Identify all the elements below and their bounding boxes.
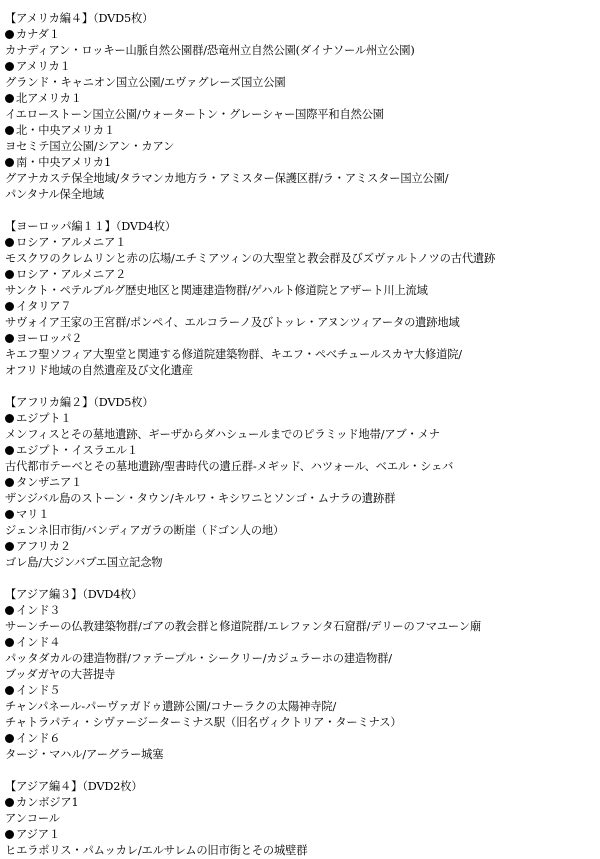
bullet-icon xyxy=(5,30,14,39)
country-heading xyxy=(5,475,597,491)
country-heading xyxy=(5,683,597,699)
country-label: エジプト１ xyxy=(16,412,72,425)
heritage-sites-line: ブッダガヤの大菩提寺 xyxy=(5,668,116,681)
heritage-sites-line: アンコール xyxy=(5,812,60,825)
series-heading: 【ヨーロッパ編１１】（DVD4枚） xyxy=(5,220,176,233)
bullet-icon xyxy=(5,414,14,423)
bullet-icon xyxy=(5,158,14,167)
bullet-icon xyxy=(5,606,14,615)
country-heading xyxy=(5,267,597,283)
country-heading xyxy=(5,635,597,651)
series-section xyxy=(5,11,597,203)
country-label: イタリア７ xyxy=(16,300,72,313)
bullet-icon xyxy=(5,510,14,519)
bullet-icon xyxy=(5,126,14,135)
country-heading xyxy=(5,411,597,427)
country-heading xyxy=(5,235,597,251)
country-label: ロシア・アルメニア１ xyxy=(16,236,127,249)
country-label: 南・中央アメリカ1 xyxy=(16,156,112,169)
series-section xyxy=(5,395,597,571)
country-heading xyxy=(5,155,597,171)
heritage-sites-line: サンクト・ペテルブルグ歴史地区と関連建造物群/ゲハルト修道院とアザート川上流域 xyxy=(5,284,428,297)
country-label: インド４ xyxy=(16,636,61,649)
country-heading xyxy=(5,795,597,811)
heritage-sites-line: ジェンネ旧市街/バンディアガラの断崖（ドゴン人の地） xyxy=(5,524,285,537)
country-heading xyxy=(5,539,597,555)
bullet-icon xyxy=(5,830,14,839)
heritage-sites-line: ゴレ島/大ジンバブエ国立記念物 xyxy=(5,556,163,569)
country-label: 北アメリカ１ xyxy=(16,92,82,105)
series-section xyxy=(5,219,597,379)
bullet-icon xyxy=(5,798,14,807)
heritage-sites-line: 古代都市テーベとその墓地遺跡/聖書時代の遺丘群-メギッド、ハツォール、ベエル・シェバ xyxy=(5,460,454,473)
series-heading: 【アフリカ編２】（DVD5枚） xyxy=(5,396,154,409)
country-heading xyxy=(5,299,597,315)
heritage-sites-line: パッタダカルの建造物群/ファテープル・シークリー/カジュラーホの建造物群/ xyxy=(5,652,392,665)
country-label: カンボジア1 xyxy=(16,796,79,809)
heritage-sites-line: モスクワのクレムリンと赤の広場/エチミアツィンの大聖堂と教会群及びズヴァルトノツの古代遺跡 xyxy=(5,252,496,265)
bullet-icon xyxy=(5,686,14,695)
heritage-sites-line: キエフ聖ソフィア大聖堂と関連する修道院建築物群、キエフ・ペべチュールスカヤ大修道院/ xyxy=(5,348,462,361)
bullet-icon xyxy=(5,334,14,343)
bullet-icon xyxy=(5,62,14,71)
country-label: アメリカ１ xyxy=(16,60,71,73)
bullet-icon xyxy=(5,270,14,279)
country-label: 北・中央アメリカ１ xyxy=(16,124,116,137)
heritage-sites-line: グランド・キャニオン国立公園/エヴァグレーズ国立公園 xyxy=(5,76,286,89)
country-label: ロシア・アルメニア２ xyxy=(16,268,127,281)
country-label: エジプト・イスラエル１ xyxy=(16,444,138,457)
country-heading xyxy=(5,507,597,523)
heritage-sites-line: ザンジバル島のストーン・タウン/キルワ・キシワニとソンゴ・ムナラの遺跡群 xyxy=(5,492,396,505)
heritage-sites-line: グアナカステ保全地域/タラマンカ地方ラ・アミスター保護区群/ラ・アミスター国立公園/ xyxy=(5,172,449,185)
country-label: インド５ xyxy=(16,684,61,697)
heritage-sites-line: カナディアン・ロッキー山脈自然公園群/恐竜州立自然公園(ダイナソール州立公園) xyxy=(5,44,415,57)
country-heading xyxy=(5,123,597,139)
country-heading xyxy=(5,331,597,347)
country-label: マリ１ xyxy=(16,508,50,521)
heritage-sites-line: オフリド地域の自然遺産及び文化遺産 xyxy=(5,364,193,377)
country-heading xyxy=(5,59,597,75)
country-heading xyxy=(5,827,597,843)
bullet-icon xyxy=(5,302,14,311)
heritage-sites-line: サーンチーの仏教建築物群/ゴアの教会群と修道院群/エレファンタ石窟群/デリーのフマユーン廟 xyxy=(5,620,481,633)
country-heading xyxy=(5,27,597,43)
bullet-icon xyxy=(5,478,14,487)
country-heading xyxy=(5,91,597,107)
heritage-sites-line: ヒエラポリス・パムッカレ/エルサレムの旧市街とその城壁群 xyxy=(5,844,308,857)
country-label: アフリカ２ xyxy=(16,540,71,553)
heritage-sites-line: イエローストーン国立公園/ウォータートン・グレーシャー国際平和自然公園 xyxy=(5,108,384,121)
country-label: カナダ１ xyxy=(16,28,60,41)
bullet-icon xyxy=(5,238,14,247)
bullet-icon xyxy=(5,542,14,551)
bullet-icon xyxy=(5,446,14,455)
world-heritage-dvd-list xyxy=(5,11,597,859)
country-heading xyxy=(5,731,597,747)
country-label: ヨーロッパ２ xyxy=(16,332,83,345)
heritage-sites-line: チャンパネール-パーヴァガドゥ遺跡公園/コナーラクの太陽神寺院/ xyxy=(5,700,337,713)
country-heading xyxy=(5,443,597,459)
bullet-icon xyxy=(5,638,14,647)
series-heading: 【アジア編３】（DVD4枚） xyxy=(5,588,143,601)
country-heading xyxy=(5,603,597,619)
heritage-sites-line: サヴォイア王家の王宮群/ポンペイ、エルコラーノ及びトッレ・アヌンツィアータの遺跡地域 xyxy=(5,316,460,329)
country-label: タンザニア１ xyxy=(16,476,83,489)
heritage-sites-line: タージ・マハル/アーグラー城塞 xyxy=(5,748,164,761)
bullet-icon xyxy=(5,734,14,743)
series-section xyxy=(5,587,597,763)
heritage-sites-line: パンタナル保全地域 xyxy=(5,188,104,201)
country-label: インド６ xyxy=(16,732,61,745)
series-heading: 【アメリカ編４】（DVD5枚） xyxy=(5,12,154,25)
heritage-sites-line: メンフィスとその墓地遺跡、ギーザからダハシュールまでのピラミッド地帯/アブ・メナ xyxy=(5,428,440,441)
country-label: アジア１ xyxy=(16,828,60,841)
country-label: インド３ xyxy=(16,604,61,617)
bullet-icon xyxy=(5,94,14,103)
series-heading: 【アジア編４】（DVD2枚） xyxy=(5,780,143,793)
series-section xyxy=(5,779,597,859)
heritage-sites-line: ヨセミテ国立公園/シアン・カアン xyxy=(5,140,175,153)
heritage-sites-line: チャトラパティ・シヴァージーターミナス駅（旧名ヴィクトリア・ターミナス） xyxy=(5,716,402,729)
